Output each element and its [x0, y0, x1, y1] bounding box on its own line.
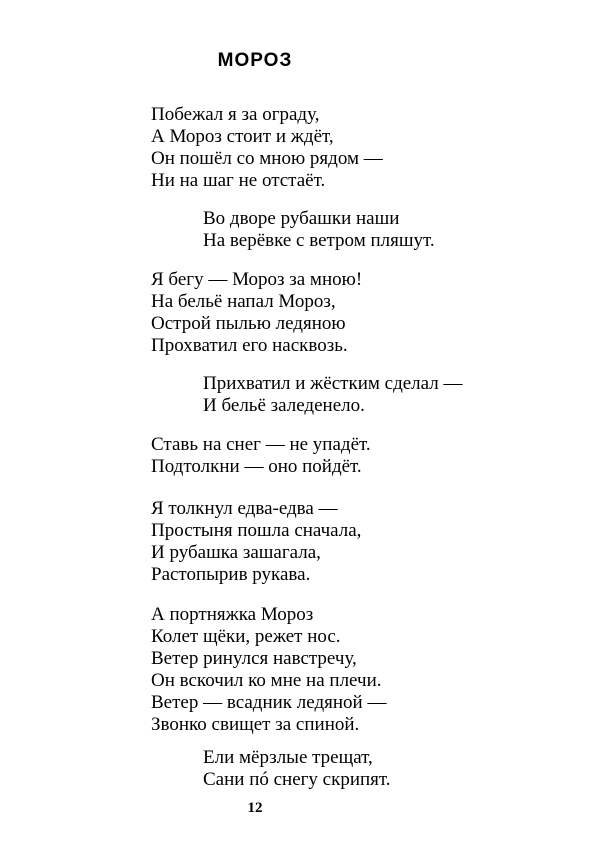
stanza-7 [151, 604, 386, 736]
poem-line: Прихватил и жёстким сделал — [203, 373, 463, 394]
poem-line: А портняжка Мороз [151, 604, 314, 625]
poem-line: Ветер ринулся навстречу, [151, 648, 357, 669]
poem-line: Он пошёл со мною рядом — [151, 148, 383, 169]
poem-line: Сани пó снегу скрипят. [203, 769, 391, 790]
poem-line: Подтолкни — оно пойдёт. [151, 456, 362, 477]
page-number: 12 [247, 800, 263, 816]
poem-line: Побежал я за ограду, [151, 104, 320, 125]
poem-line: Звонко свищет за спиной. [151, 714, 360, 735]
stanza-1 [151, 104, 383, 192]
stanza-8 [203, 747, 391, 791]
poem-line: И рубашка зашагала, [151, 542, 321, 563]
poem-line: На верёвке с ветром пляшут. [203, 230, 435, 251]
poem-line: Я бегу — Мороз за мною! [151, 269, 363, 290]
stanza-4 [203, 373, 463, 417]
stanza-2 [203, 208, 435, 252]
poem-line: Ветер — всадник ледяной — [151, 692, 387, 713]
poem-line: Он вскочил ко мне на плечи. [151, 670, 382, 691]
poem-line: Растопырив рукава. [151, 564, 311, 585]
poem-title: МОРОЗ [217, 50, 293, 71]
poem-line: А Мороз стоит и ждёт, [151, 126, 334, 147]
poem-line: Во дворе рубашки наши [203, 208, 400, 229]
poem-line: Ели мёрзлые трещат, [203, 747, 373, 768]
poem-line: Ставь на снег — не упадёт. [151, 434, 371, 455]
stanza-5 [151, 434, 371, 478]
poem-line: Ни на шаг не отстаёт. [151, 170, 326, 191]
stanza-3 [151, 269, 362, 357]
poem-line: Прохватил его насквозь. [151, 335, 348, 356]
poem-line: Колет щёки, режет нос. [151, 626, 341, 647]
poem-line: Простыня пошла сначала, [151, 520, 362, 541]
poem-line: И бельё заледенело. [203, 395, 365, 416]
poem-line: Я толкнул едва-едва — [151, 498, 338, 519]
poem-line: На бельё напал Мороз, [151, 291, 336, 312]
stanza-6 [151, 498, 361, 586]
poem-line: Острой пылью ледяною [151, 313, 346, 334]
